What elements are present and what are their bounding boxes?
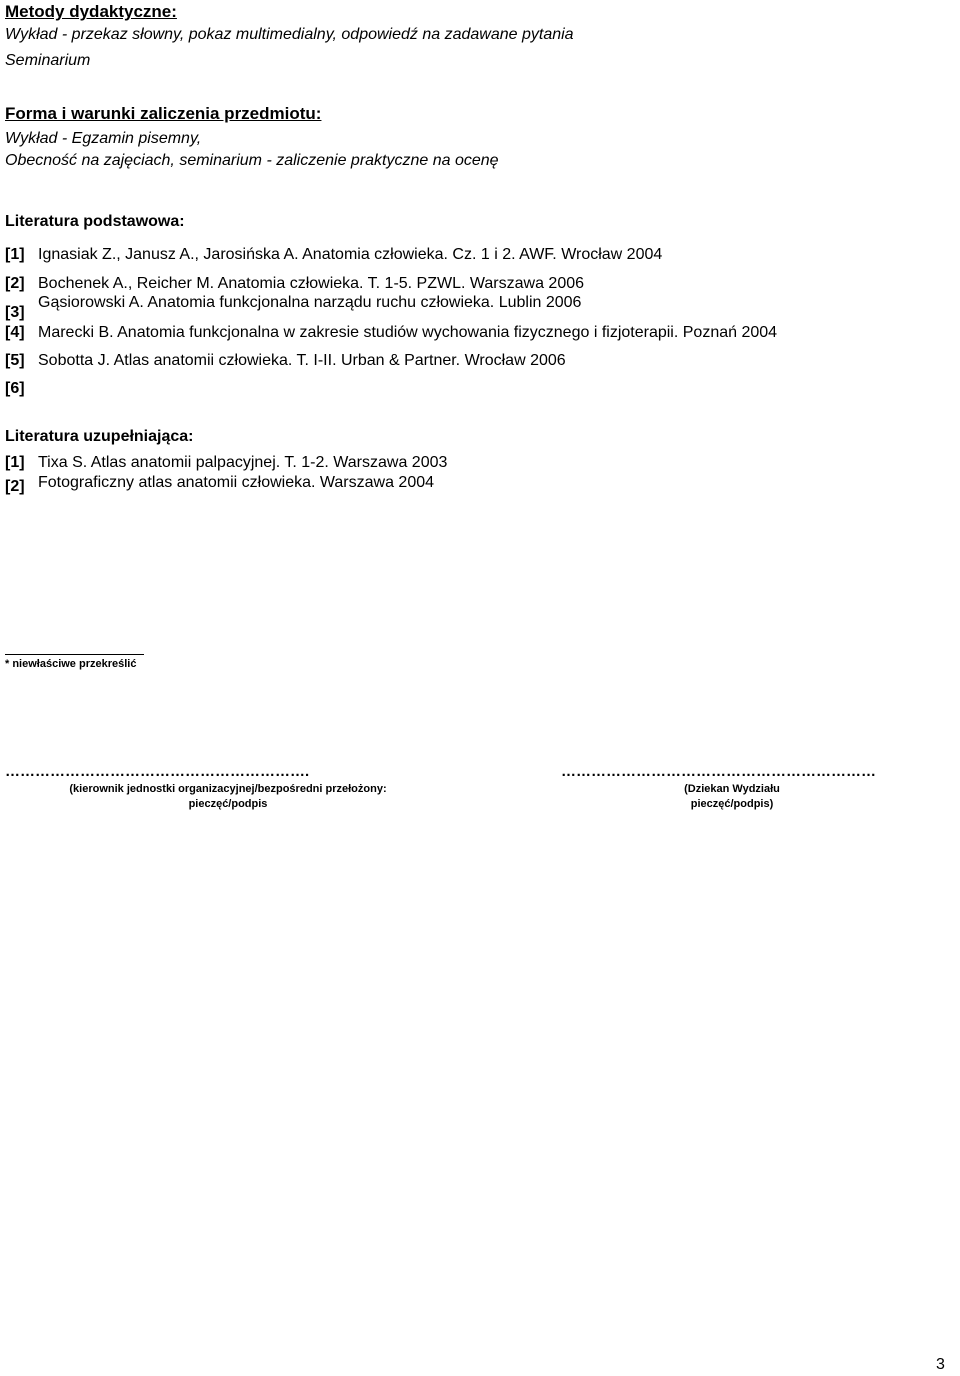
reference-number: [2] (5, 478, 25, 495)
methods-heading: Metody dydaktyczne: (5, 2, 177, 21)
reference-number: [6] (5, 380, 25, 397)
reference-text: Ignasiak Z., Janusz A., Jarosińska A. Anatomia człowieka. Cz. 1 i 2. AWF. Wrocław 2004 (38, 246, 663, 263)
footnote: * niewłaściwe przekreślić (5, 658, 137, 670)
signature-caption: pieczęć/podpis (188, 798, 268, 810)
reference-text: Sobotta J. Atlas anatomii człowieka. T. I-II. Urban & Partner. Wrocław 2006 (38, 352, 566, 369)
supplementary-literature-heading: Literatura uzupełniająca: (5, 428, 194, 445)
reference-number: [1] (5, 454, 25, 471)
reference-number: [2] (5, 275, 25, 292)
reference-text: Bochenek A., Reicher M. Anatomia człowieka. T. 1-5. PZWL. Warszawa 2006 (38, 275, 585, 292)
signature-caption: (Dziekan Wydziału (684, 783, 780, 795)
reference-number: [3] (5, 304, 25, 321)
reference-text: Fotograficzny atlas anatomii człowieka. Warszawa 2004 (38, 474, 435, 491)
basic-literature-heading: Literatura podstawowa: (5, 213, 185, 230)
signature-caption: pieczęć/podpis) (690, 798, 774, 810)
reference-number: [1] (5, 246, 25, 263)
reference-text: Tixa S. Atlas anatomii palpacyjnej. T. 1-2. Warszawa 2003 (38, 454, 448, 471)
signature-dots: ……………………………………………………… (561, 763, 876, 780)
reference-number: [4] (5, 324, 25, 341)
methods-line-2: Seminarium (5, 52, 91, 69)
reference-text: Gąsiorowski A. Anatomia funkcjonalna narządu ruchu człowieka. Lublin 2006 (38, 294, 582, 311)
page-number: 3 (936, 1356, 945, 1373)
footnote-separator (5, 654, 144, 655)
assessment-heading: Forma i warunki zaliczenia przedmiotu: (5, 104, 322, 123)
reference-number: [5] (5, 352, 25, 369)
signature-dots: ……………………………………………………. (5, 763, 310, 780)
methods-line-1: Wykład - przekaz słowny, pokaz multimedialny, odpowiedź na zadawane pytania (5, 26, 574, 43)
assessment-line-1: Wykład - Egzamin pisemny, (5, 130, 202, 147)
reference-text: Marecki B. Anatomia funkcjonalna w zakresie studiów wychowania fizycznego i fizjoterapii. Poznań 2004 (38, 324, 778, 341)
signature-caption: (kierownik jednostki organizacyjnej/bezpośredni przełożony: (69, 783, 387, 795)
assessment-line-2: Obecność na zajęciach, seminarium - zaliczenie praktyczne na ocenę (5, 152, 499, 169)
